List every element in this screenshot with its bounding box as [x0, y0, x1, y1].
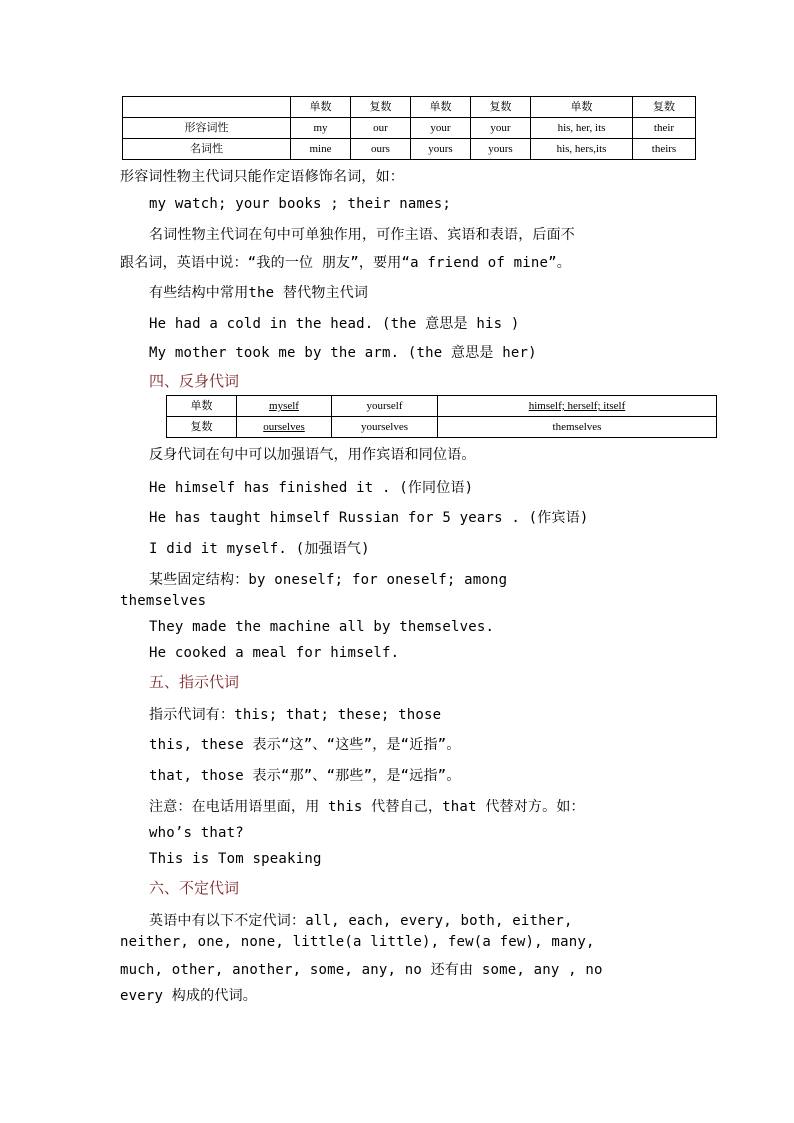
- table-row: [123, 139, 696, 160]
- table-cell: yourself: [332, 396, 438, 417]
- paragraph-line: 注意：在电话用语里面，用 this 代替自己，that 代替对方。如：: [149, 799, 585, 815]
- paragraph-line: 有些结构中常用the 替代物主代词: [149, 285, 369, 301]
- paragraph-line: neither, one, none, little(a little), few(a few), many,: [120, 934, 595, 950]
- example-line: My mother took me by the arm. (the 意思是 her): [149, 345, 537, 361]
- example-line: This is Tom speaking: [149, 851, 322, 867]
- table-cell: yours: [411, 139, 471, 160]
- table-cell: himself; herself; itself: [438, 396, 717, 417]
- section-heading-demonstrative: 五、指示代词: [149, 673, 240, 691]
- table-cell: 单数: [291, 97, 351, 118]
- reflexive-pronoun-table: [166, 395, 717, 438]
- example-line: my watch; your books ; their names;: [149, 196, 452, 212]
- table-row: [167, 417, 717, 438]
- table-cell: 复数: [471, 97, 531, 118]
- table-cell: 复数: [633, 97, 696, 118]
- example-line: He has taught himself Russian for 5 years . (作宾语): [149, 510, 589, 526]
- table-cell: 名词性: [123, 139, 291, 160]
- table-cell: 单数: [167, 396, 237, 417]
- section-heading-reflexive: 四、反身代词: [149, 372, 240, 390]
- table-header-row: [123, 97, 696, 118]
- table-cell: [123, 97, 291, 118]
- possessive-pronoun-table: [122, 96, 696, 160]
- table-row: [123, 118, 696, 139]
- table-cell: myself: [237, 396, 332, 417]
- example-line: He had a cold in the head. (the 意思是 his ): [149, 316, 520, 332]
- paragraph-line: 名词性物主代词在句中可单独作用，可作主语、宾语和表语，后面不: [149, 227, 575, 243]
- table-cell: my: [291, 118, 351, 139]
- example-line: He cooked a meal for himself.: [149, 645, 400, 661]
- table-cell: his, her, its: [531, 118, 633, 139]
- example-line: They made the machine all by themselves.: [149, 619, 495, 635]
- table-cell: 复数: [167, 417, 237, 438]
- paragraph-line: themselves: [120, 593, 207, 609]
- paragraph-line: every 构成的代词。: [120, 988, 257, 1004]
- paragraph-line: 跟名词，英语中说：“我的一位 朋友”，要用“a friend of mine”。: [120, 255, 572, 271]
- paragraph-line: 某些固定结构：by oneself; for oneself; among: [149, 572, 508, 588]
- table-cell: theirs: [633, 139, 696, 160]
- paragraph-line: much, other, another, some, any, no 还有由 some, any , no: [120, 962, 603, 978]
- table-cell: our: [351, 118, 411, 139]
- paragraph-line: 反身代词在句中可以加强语气，用作宾语和同位语。: [149, 447, 476, 463]
- table-cell: 复数: [351, 97, 411, 118]
- table-cell: ourselves: [237, 417, 332, 438]
- table-cell: themselves: [438, 417, 717, 438]
- table-cell: ours: [351, 139, 411, 160]
- table-cell: mine: [291, 139, 351, 160]
- paragraph-line: 指示代词有：this; that; these; those: [149, 707, 442, 723]
- paragraph-line: this, these 表示“这”、“这些”，是“近指”。: [149, 737, 461, 753]
- section-heading-indefinite: 六、不定代词: [149, 879, 240, 897]
- paragraph-line: 形容词性物主代词只能作定语修饰名词，如：: [120, 169, 404, 185]
- table-cell: your: [471, 118, 531, 139]
- paragraph-line: that, those 表示“那”、“那些”，是“远指”。: [149, 768, 461, 784]
- table-cell: his, hers,its: [531, 139, 633, 160]
- table-cell: your: [411, 118, 471, 139]
- table-cell: 单数: [531, 97, 633, 118]
- table-cell: 单数: [411, 97, 471, 118]
- table-cell: 形容词性: [123, 118, 291, 139]
- table-cell: yourselves: [332, 417, 438, 438]
- table-cell: their: [633, 118, 696, 139]
- example-line: who’s that?: [149, 825, 244, 841]
- example-line: I did it myself. (加强语气): [149, 541, 370, 557]
- table-cell: yours: [471, 139, 531, 160]
- example-line: He himself has finished it . (作同位语): [149, 480, 474, 496]
- table-row: [167, 396, 717, 417]
- paragraph-line: 英语中有以下不定代词：all, each, every, both, either,: [149, 913, 573, 929]
